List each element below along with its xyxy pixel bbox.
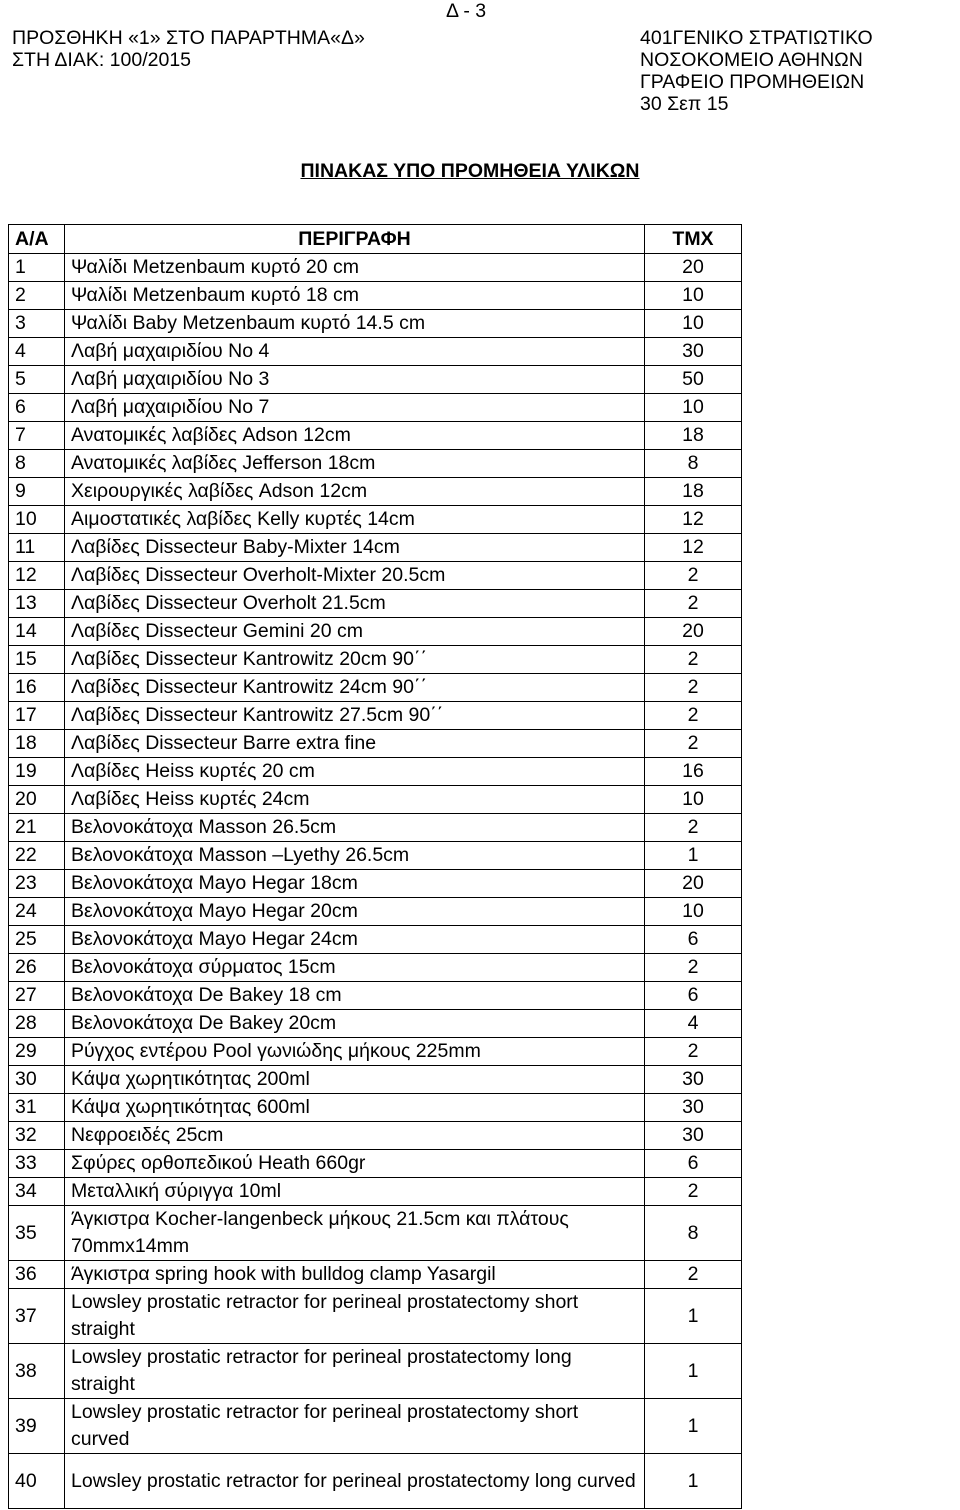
row-quantity: 12	[645, 506, 742, 534]
row-number: 38	[9, 1344, 65, 1399]
row-description: Λαβή μαχαιριδίου Νο 7	[65, 394, 645, 422]
row-quantity: 1	[645, 1289, 742, 1344]
row-number: 13	[9, 590, 65, 618]
row-quantity: 10	[645, 898, 742, 926]
header-right	[640, 27, 873, 115]
row-description: Ρύγχος εντέρου Pool γωνιώδης μήκους 225mm	[65, 1038, 645, 1066]
row-quantity: 2	[645, 646, 742, 674]
row-quantity: 2	[645, 1178, 742, 1206]
table-row	[9, 730, 742, 758]
table-row	[9, 1178, 742, 1206]
row-description: Λαβίδες Dissecteur Barre extra fine	[65, 730, 645, 758]
row-number: 37	[9, 1289, 65, 1344]
row-quantity: 20	[645, 870, 742, 898]
table-row	[9, 618, 742, 646]
row-quantity: 10	[645, 310, 742, 338]
row-quantity: 30	[645, 338, 742, 366]
row-description: Ανατομικές λαβίδες Jefferson 18cm	[65, 450, 645, 478]
row-description: Βελονοκάτοχα Mayo Hegar 24cm	[65, 926, 645, 954]
row-description: Βελονοκάτοχα Mayo Hegar 18cm	[65, 870, 645, 898]
page-title: ΠΙΝΑΚΑΣ ΥΠΟ ΠΡΟΜΗΘΕΙΑ ΥΛΙΚΩΝ	[300, 160, 640, 182]
row-quantity: 30	[645, 1122, 742, 1150]
row-number: 31	[9, 1094, 65, 1122]
table-row	[9, 842, 742, 870]
row-description: Βελονοκάτοχα σύρματος 15cm	[65, 954, 645, 982]
row-number: 34	[9, 1178, 65, 1206]
header-right-line: 30 Σεπ 15	[640, 93, 729, 115]
row-quantity: 18	[645, 422, 742, 450]
row-number: 28	[9, 1010, 65, 1038]
row-description: Λαβίδες Dissecteur Kantrowitz 20cm 90΄΄	[65, 646, 645, 674]
table-row	[9, 758, 742, 786]
row-quantity: 2	[645, 814, 742, 842]
row-quantity: 30	[645, 1066, 742, 1094]
row-number: 22	[9, 842, 65, 870]
row-number: 21	[9, 814, 65, 842]
row-quantity: 2	[645, 954, 742, 982]
table-body	[9, 254, 742, 1509]
row-quantity: 10	[645, 786, 742, 814]
row-quantity: 1	[645, 1454, 742, 1509]
header-left-line: ΣΤΗ ΔΙΑΚ: 100/2015	[12, 49, 192, 71]
row-description: Σφύρες ορθοπεδικού Heath 660gr	[65, 1150, 645, 1178]
table-row	[9, 1010, 742, 1038]
row-number: 36	[9, 1261, 65, 1289]
row-description: Lowsley prostatic retractor for perineal prostatectomy long curved	[65, 1454, 645, 1509]
table-row	[9, 422, 742, 450]
row-number: 26	[9, 954, 65, 982]
table-row	[9, 254, 742, 282]
header-right-line: 401ΓΕΝΙΚΟ ΣΤΡΑΤΙΩΤΙΚΟ	[640, 27, 873, 49]
row-description: Άγκιστρα spring hook with bulldog clamp Yasargil	[65, 1261, 645, 1289]
row-description: Ψαλίδι Baby Metzenbaum κυρτό 14.5 cm	[65, 310, 645, 338]
row-number: 1	[9, 254, 65, 282]
row-quantity: 2	[645, 1261, 742, 1289]
page-number: Δ - 3	[446, 0, 487, 22]
table-row	[9, 814, 742, 842]
row-quantity: 1	[645, 1344, 742, 1399]
row-number: 15	[9, 646, 65, 674]
table-row	[9, 282, 742, 310]
row-number: 9	[9, 478, 65, 506]
row-description: Ανατομικές λαβίδες Adson 12cm	[65, 422, 645, 450]
row-description: Βελονοκάτοχα Masson –Lyethy 26.5cm	[65, 842, 645, 870]
row-number: 5	[9, 366, 65, 394]
row-description: Αιμοστατικές λαβίδες Kelly κυρτές 14cm	[65, 506, 645, 534]
row-number: 20	[9, 786, 65, 814]
table-row	[9, 366, 742, 394]
row-description: Lowsley prostatic retractor for perineal prostatectomy long straight	[65, 1344, 645, 1399]
row-quantity: 2	[645, 562, 742, 590]
row-quantity: 20	[645, 618, 742, 646]
row-number: 10	[9, 506, 65, 534]
table-row	[9, 982, 742, 1010]
row-number: 29	[9, 1038, 65, 1066]
row-description: Λαβίδες Dissecteur Baby-Mixter 14cm	[65, 534, 645, 562]
table-header-row	[9, 225, 742, 254]
row-number: 16	[9, 674, 65, 702]
row-description: Λαβίδες Dissecteur Kantrowitz 24cm 90΄΄	[65, 674, 645, 702]
table-row	[9, 1454, 742, 1509]
row-description: Βελονοκάτοχα Masson 26.5cm	[65, 814, 645, 842]
row-number: 7	[9, 422, 65, 450]
row-quantity: 4	[645, 1010, 742, 1038]
row-number: 24	[9, 898, 65, 926]
table-row	[9, 338, 742, 366]
row-quantity: 6	[645, 1150, 742, 1178]
row-quantity: 6	[645, 982, 742, 1010]
row-quantity: 2	[645, 674, 742, 702]
row-quantity: 8	[645, 1206, 742, 1261]
table-row	[9, 534, 742, 562]
column-header-quantity: ΤΜΧ	[645, 225, 742, 254]
table-row	[9, 450, 742, 478]
table-row	[9, 1150, 742, 1178]
row-description: Χειρουργικές λαβίδες Adson 12cm	[65, 478, 645, 506]
row-number: 40	[9, 1454, 65, 1509]
row-quantity: 10	[645, 282, 742, 310]
row-quantity: 1	[645, 1399, 742, 1454]
table-row	[9, 702, 742, 730]
header-left	[12, 27, 365, 71]
header-right-line: ΝΟΣΟΚΟΜΕΙΟ ΑΘΗΝΩΝ	[640, 49, 863, 71]
row-quantity: 2	[645, 1038, 742, 1066]
table-row	[9, 394, 742, 422]
row-quantity: 2	[645, 730, 742, 758]
row-description: Μεταλλική σύριγγα 10ml	[65, 1178, 645, 1206]
row-number: 23	[9, 870, 65, 898]
table-row	[9, 1289, 742, 1344]
row-description: Ψαλίδι Metzenbaum κυρτό 18 cm	[65, 282, 645, 310]
table-row	[9, 870, 742, 898]
row-description: Κάψα χωρητικότητας 200ml	[65, 1066, 645, 1094]
row-number: 32	[9, 1122, 65, 1150]
column-header-number: Α/Α	[9, 225, 65, 254]
row-number: 14	[9, 618, 65, 646]
row-number: 19	[9, 758, 65, 786]
row-quantity: 2	[645, 590, 742, 618]
row-number: 33	[9, 1150, 65, 1178]
table-row	[9, 562, 742, 590]
table-row	[9, 310, 742, 338]
table-row	[9, 1038, 742, 1066]
row-description: Λαβή μαχαιριδίου Νο 3	[65, 366, 645, 394]
row-description: Λαβή μαχαιριδίου Νο 4	[65, 338, 645, 366]
table-row	[9, 926, 742, 954]
table-row	[9, 478, 742, 506]
row-description: Κάψα χωρητικότητας 600ml	[65, 1094, 645, 1122]
table-row	[9, 1122, 742, 1150]
table-row	[9, 786, 742, 814]
row-number: 8	[9, 450, 65, 478]
materials-table	[8, 224, 742, 1509]
header-right-line: ΓΡΑΦΕΙΟ ΠΡΟΜΗΘΕΙΩΝ	[640, 71, 865, 93]
row-quantity: 8	[645, 450, 742, 478]
row-quantity: 18	[645, 478, 742, 506]
row-number: 12	[9, 562, 65, 590]
row-quantity: 20	[645, 254, 742, 282]
header-left-line: ΠΡΟΣΘΗΚΗ «1» ΣΤΟ ΠΑΡΑΡΤΗΜΑ«Δ»	[12, 27, 365, 49]
row-description: Λαβίδες Dissecteur Overholt 21.5cm	[65, 590, 645, 618]
row-description: Lowsley prostatic retractor for perineal prostatectomy short curved	[65, 1399, 645, 1454]
table-row	[9, 590, 742, 618]
column-header-description: ΠΕΡΙΓΡΑΦΗ	[65, 225, 645, 254]
table-row	[9, 1399, 742, 1454]
row-quantity: 2	[645, 702, 742, 730]
row-number: 27	[9, 982, 65, 1010]
table-row	[9, 1206, 742, 1261]
row-description: Βελονοκάτοχα De Bakey 20cm	[65, 1010, 645, 1038]
row-number: 4	[9, 338, 65, 366]
row-quantity: 1	[645, 842, 742, 870]
table-row	[9, 1094, 742, 1122]
table-row	[9, 646, 742, 674]
row-quantity: 30	[645, 1094, 742, 1122]
table-row	[9, 1344, 742, 1399]
row-number: 35	[9, 1206, 65, 1261]
row-description: Νεφροειδές 25cm	[65, 1122, 645, 1150]
row-description: Λαβίδες Dissecteur Overholt-Mixter 20.5cm	[65, 562, 645, 590]
table-row	[9, 506, 742, 534]
table-row	[9, 1261, 742, 1289]
row-number: 2	[9, 282, 65, 310]
row-number: 3	[9, 310, 65, 338]
row-number: 11	[9, 534, 65, 562]
row-quantity: 10	[645, 394, 742, 422]
row-number: 25	[9, 926, 65, 954]
row-number: 39	[9, 1399, 65, 1454]
row-description: Άγκιστρα Kocher-langenbeck μήκους 21.5cm και πλάτους 70mmx14mm	[65, 1206, 645, 1261]
row-description: Lowsley prostatic retractor for perineal prostatectomy short straight	[65, 1289, 645, 1344]
row-description: Λαβίδες Dissecteur Kantrowitz 27.5cm 90΄΄	[65, 702, 645, 730]
row-description: Λαβίδες Dissecteur Gemini 20 cm	[65, 618, 645, 646]
table-row	[9, 954, 742, 982]
row-description: Βελονοκάτοχα De Bakey 18 cm	[65, 982, 645, 1010]
row-number: 17	[9, 702, 65, 730]
row-quantity: 6	[645, 926, 742, 954]
row-description: Βελονοκάτοχα Mayo Hegar 20cm	[65, 898, 645, 926]
row-number: 30	[9, 1066, 65, 1094]
row-quantity: 50	[645, 366, 742, 394]
row-number: 18	[9, 730, 65, 758]
table-row	[9, 674, 742, 702]
row-quantity: 16	[645, 758, 742, 786]
table-row	[9, 1066, 742, 1094]
row-description: Λαβίδες Heiss κυρτές 20 cm	[65, 758, 645, 786]
table-row	[9, 898, 742, 926]
row-description: Λαβίδες Heiss κυρτές 24cm	[65, 786, 645, 814]
row-description: Ψαλίδι Metzenbaum κυρτό 20 cm	[65, 254, 645, 282]
row-number: 6	[9, 394, 65, 422]
row-quantity: 12	[645, 534, 742, 562]
